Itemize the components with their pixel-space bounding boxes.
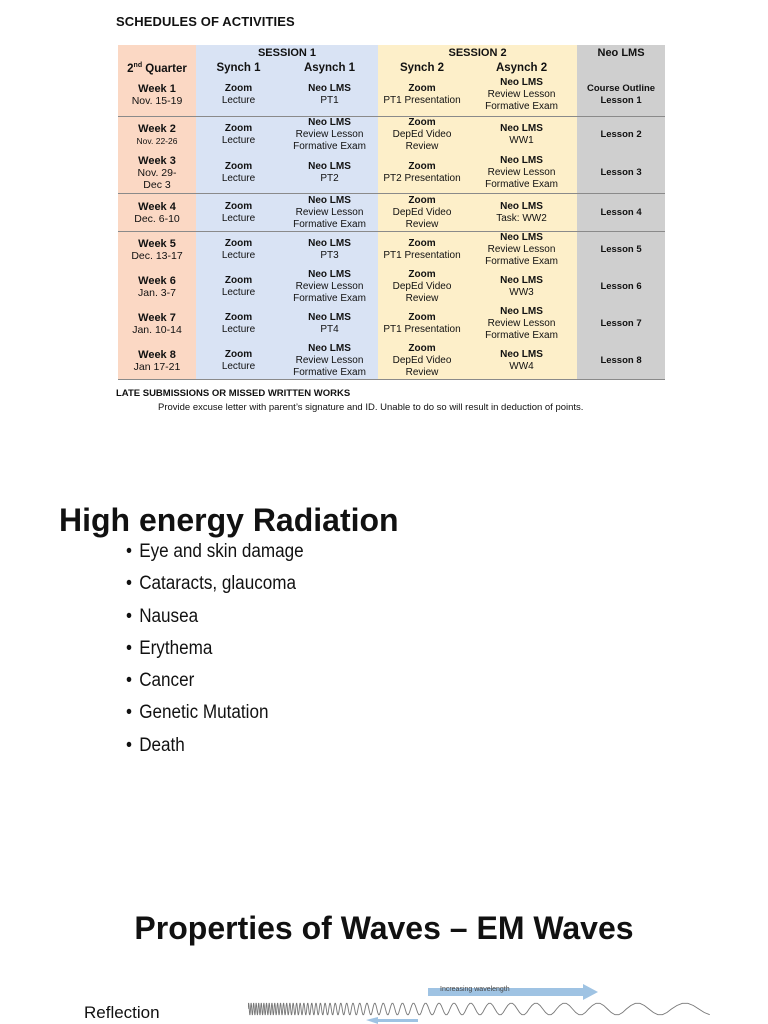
synch1-line: Zoom (224, 312, 253, 323)
radiation-list (126, 540, 304, 766)
synch2-cell (378, 194, 466, 232)
synch1-line: Lecture (221, 212, 256, 224)
synch1-line: Zoom (224, 275, 253, 286)
week-date: Nov. 22-26 (136, 135, 178, 146)
table-row (118, 153, 665, 194)
radiation-item: • Nausea (126, 605, 304, 637)
waves-title: Properties of Waves – EM Waves (134, 910, 634, 946)
synch1-cell (196, 343, 281, 380)
asynch2-cell (466, 232, 577, 269)
asynch1-line: Review Lesson (295, 354, 364, 366)
increasing-wavelength-label: Increasing wavelength (440, 986, 510, 993)
lms-line: Lesson 2 (600, 128, 642, 140)
synch1-line: Zoom (224, 160, 253, 172)
synch2-line: Zoom (408, 269, 436, 280)
quarter-header-label: 2nd Quarter (127, 62, 187, 75)
week-cell (118, 116, 196, 153)
synch2-line: DepEd Video (392, 354, 452, 366)
asynch1-line: Formative Exam (293, 218, 366, 230)
synch2-line: Zoom (408, 194, 436, 206)
synch2-line: Zoom (408, 342, 436, 354)
lms-line: Lesson 3 (600, 166, 642, 178)
asynch2-line: Neo LMS (500, 348, 543, 360)
table-row (118, 232, 665, 269)
em-spectrum-figure (248, 982, 718, 1024)
table-row (118, 343, 665, 380)
week-cell (118, 153, 196, 194)
asynch2-cell (466, 153, 577, 194)
asynch1-header: Asynch 1 (281, 60, 378, 75)
synch2-line: PT1 Presentation (383, 324, 461, 335)
asynch2-line: Review Lesson (487, 89, 556, 101)
synch2-line: DepEd Video (392, 128, 452, 140)
synch1-cell (196, 194, 281, 232)
week-label: Week 3 (138, 154, 176, 167)
schedule-title: SCHEDULES OF ACTIVITIES (116, 14, 295, 29)
week-date: Jan. 10-14 (132, 324, 182, 336)
synch2-cell (378, 343, 466, 380)
asynch1-line: Neo LMS (308, 83, 351, 95)
asynch2-line: Neo LMS (500, 154, 543, 166)
asynch1-line: Neo LMS (308, 312, 351, 323)
asynch2-line: Formative Exam (485, 101, 558, 113)
synch1-line: Lecture (221, 324, 256, 335)
synch1-cell (196, 116, 281, 153)
radiation-item: • Cataracts, glaucoma (126, 572, 304, 604)
asynch2-line: Review Lesson (487, 166, 556, 178)
asynch2-cell (466, 306, 577, 343)
week-label: Week 6 (138, 275, 176, 287)
week-cell (118, 306, 196, 343)
synch2-line: PT1 Presentation (383, 250, 461, 262)
asynch1-line: Formative Exam (293, 140, 366, 152)
synch2-line: Zoom (408, 312, 436, 323)
asynch2-line: Review Lesson (487, 244, 556, 256)
radiation-title: High energy Radiation (59, 502, 399, 538)
asynch1-cell (281, 232, 378, 269)
lms-line: Lesson 8 (600, 354, 642, 366)
lms-cell (577, 75, 665, 116)
synch1-line: Lecture (221, 95, 256, 107)
lms-line: Lesson 5 (600, 244, 642, 256)
neo-lms-header: Neo LMS (577, 45, 665, 60)
asynch2-cell (466, 269, 577, 306)
week-cell (118, 75, 196, 116)
radiation-item: • Eye and skin damage (126, 540, 304, 572)
asynch1-cell (281, 194, 378, 232)
synch2-cell (378, 116, 466, 153)
asynch1-line: Neo LMS (308, 342, 351, 354)
asynch2-cell (466, 343, 577, 380)
asynch1-cell (281, 153, 378, 194)
asynch2-line: Neo LMS (500, 77, 543, 89)
week-cell (118, 194, 196, 232)
week-date: Nov. 29- Dec 3 (137, 166, 177, 191)
synch2-line: Review (405, 293, 439, 304)
week-date: Jan. 3-7 (138, 287, 176, 299)
synch1-cell (196, 269, 281, 306)
synch1-cell (196, 306, 281, 343)
synch2-line: PT1 Presentation (383, 95, 461, 107)
lms-cell (577, 232, 665, 269)
neo-lms-subheader (577, 60, 665, 75)
asynch2-line: Neo LMS (500, 200, 543, 212)
asynch2-line: Neo LMS (500, 275, 543, 286)
synch1-cell (196, 153, 281, 194)
synch1-header: Synch 1 (196, 60, 281, 75)
asynch2-line: Review Lesson (487, 318, 556, 329)
asynch1-line: Neo LMS (308, 194, 351, 206)
week-date: Jan 17-21 (133, 360, 181, 373)
asynch1-line: Review Lesson (295, 128, 364, 140)
synch1-line: Lecture (221, 250, 256, 262)
table-row (118, 194, 665, 232)
synch1-line: Zoom (224, 238, 253, 250)
asynch1-line: Review Lesson (295, 206, 364, 218)
synch1-line: Lecture (221, 360, 256, 372)
asynch1-cell (281, 306, 378, 343)
synch2-cell (378, 75, 466, 116)
asynch1-line: Neo LMS (308, 160, 351, 172)
lms-line: Lesson 6 (600, 281, 642, 292)
decreasing-arrow-icon (366, 1017, 418, 1024)
asynch2-line: Neo LMS (500, 232, 543, 244)
asynch2-line: WW1 (509, 134, 534, 146)
week-date: Nov. 15-19 (131, 95, 183, 108)
week-label: Week 5 (138, 238, 176, 251)
late-submissions-text: Provide excuse letter with parent’s signature and ID. Unable to do so will result in deduction of points. (158, 402, 584, 413)
asynch1-cell (281, 269, 378, 306)
lms-cell (577, 116, 665, 153)
synch2-cell (378, 269, 466, 306)
table-row (118, 306, 665, 343)
radiation-item: • Death (126, 734, 304, 766)
asynch1-line: PT3 (320, 250, 339, 262)
reflection-label: Reflection (84, 1003, 160, 1022)
week-date: Dec. 6-10 (134, 212, 180, 225)
asynch2-line: Neo LMS (500, 306, 543, 317)
synch2-header: Synch 2 (378, 60, 466, 75)
late-submissions-title: LATE SUBMISSIONS OR MISSED WRITTEN WORKS (116, 388, 351, 399)
synch2-line: Review (405, 366, 439, 378)
asynch1-line: Neo LMS (308, 269, 351, 280)
lms-cell (577, 269, 665, 306)
synch2-line: Review (405, 140, 439, 152)
asynch1-line: PT4 (320, 324, 339, 335)
week-label: Week 1 (138, 83, 176, 96)
lms-line: Lesson 1 (600, 95, 642, 107)
radiation-item: • Erythema (126, 637, 304, 669)
asynch2-header: Asynch 2 (466, 60, 577, 75)
week-label: Week 7 (138, 312, 176, 324)
synch1-line: Zoom (224, 348, 253, 360)
week-cell (118, 232, 196, 269)
radiation-item: • Cancer (126, 669, 304, 701)
synch2-line: Review (405, 218, 439, 230)
asynch1-line: Review Lesson (295, 281, 364, 292)
session-2-header: SESSION 2 (378, 45, 577, 60)
quarter-header (118, 60, 196, 75)
lms-cell (577, 153, 665, 194)
week-label: Week 4 (138, 200, 176, 213)
radiation-item: • Genetic Mutation (126, 701, 304, 733)
week-cell (118, 269, 196, 306)
asynch2-line: Formative Exam (485, 256, 558, 268)
em-wave-line (248, 1003, 710, 1014)
synch1-line: Lecture (221, 172, 256, 184)
asynch2-cell (466, 116, 577, 153)
week-date: Dec. 13-17 (131, 250, 183, 263)
lms-line: Course Outline (586, 83, 656, 95)
synch2-line: DepEd Video (392, 206, 452, 218)
synch2-line: Zoom (408, 238, 436, 250)
synch2-line: PT2 Presentation (383, 172, 461, 184)
synch2-cell (378, 153, 466, 194)
asynch1-line: Formative Exam (293, 293, 366, 304)
schedule-table (118, 45, 665, 380)
synch1-line: Zoom (224, 122, 253, 134)
asynch1-line: PT1 (320, 95, 339, 107)
lms-cell (577, 343, 665, 380)
synch1-cell (196, 232, 281, 269)
header-blank (118, 45, 196, 60)
table-row (118, 116, 665, 153)
week-label: Week 8 (138, 348, 176, 361)
asynch1-cell (281, 343, 378, 380)
lms-line: Lesson 7 (600, 318, 642, 329)
asynch1-line: Neo LMS (308, 238, 351, 250)
asynch2-cell (466, 194, 577, 232)
synch2-cell (378, 306, 466, 343)
lms-cell (577, 306, 665, 343)
asynch1-cell (281, 116, 378, 153)
synch2-cell (378, 232, 466, 269)
asynch1-line: PT2 (320, 172, 339, 184)
synch2-line: DepEd Video (392, 281, 452, 292)
synch2-line: Zoom (408, 83, 436, 95)
lms-line: Lesson 4 (600, 206, 642, 218)
asynch2-cell (466, 75, 577, 116)
synch2-line: Zoom (408, 160, 436, 172)
synch1-line: Lecture (221, 134, 256, 146)
synch1-line: Zoom (224, 200, 253, 212)
table-row (118, 75, 665, 116)
week-cell (118, 343, 196, 380)
asynch2-line: WW3 (509, 287, 534, 298)
synch1-line: Zoom (224, 83, 253, 95)
asynch2-line: Neo LMS (500, 122, 543, 134)
asynch1-line: Formative Exam (293, 366, 366, 378)
table-row (118, 269, 665, 306)
asynch2-line: WW4 (509, 360, 534, 372)
synch2-line: Zoom (408, 116, 436, 128)
session-1-header: SESSION 1 (196, 45, 378, 60)
asynch1-cell (281, 75, 378, 116)
asynch2-line: Task: WW2 (496, 212, 547, 224)
lms-cell (577, 194, 665, 232)
asynch2-line: Formative Exam (485, 330, 558, 341)
asynch2-line: Formative Exam (485, 178, 558, 190)
asynch1-line: Neo LMS (308, 116, 351, 128)
synch1-cell (196, 75, 281, 116)
synch1-line: Lecture (221, 287, 256, 298)
week-label: Week 2 (138, 122, 176, 135)
